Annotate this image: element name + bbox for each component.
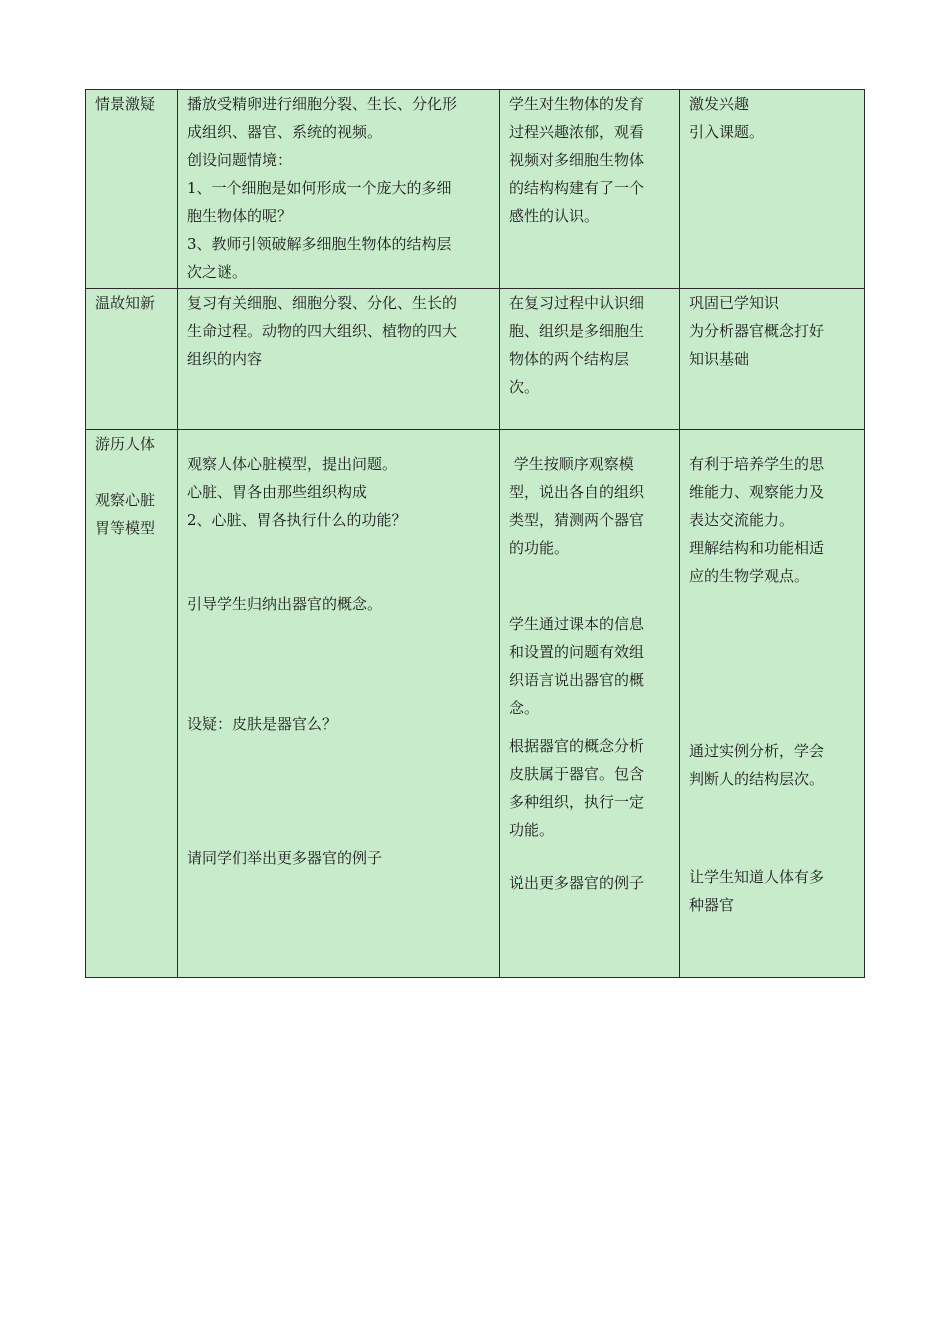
- student-activity-cell: [500, 430, 680, 978]
- student-activity-cell: 在复习过程中认识细 胞、组织是多细胞生 物体的两个结构层 次。: [500, 289, 680, 430]
- student-block-examples: 说出更多器官的例子: [509, 874, 645, 892]
- teacher-block-examples: 请同学们举出更多器官的例子: [187, 849, 383, 867]
- student-activity-cell: 学生对生物体的发育 过程兴趣浓郁，观看 视频对多细胞生物体 的结构构建有了一个 感性的认识。: [500, 90, 680, 289]
- stage-cell: 温故知新: [86, 289, 178, 430]
- teacher-block-skin: 设疑：皮肤是器官么？: [187, 715, 338, 733]
- student-block-skin: 根据器官的概念分析 皮肤属于器官。包含 多种组织，执行一定 功能。: [509, 737, 645, 839]
- student-block-observe: 学生按顺序观察模 型，说出各自的组织 类型，猜测两个器官 的功能。: [509, 455, 645, 557]
- teacher-activity-cell: 复习有关细胞、细胞分裂、分化、生长的 生命过程。动物的四大组织、植物的四大 组织的内容: [178, 289, 500, 430]
- teacher-activity-cell: 播放受精卵进行细胞分裂、生长、分化形 成组织、器官、系统的视频。 创设问题情境： 1、一个细胞是如何形成一个庞大的多细 胞生物体的呢？ 3、教师引领破解多细胞生物体的结构层 次之谜。: [178, 90, 500, 289]
- intent-block-examples: 让学生知道人体有多 种器官: [689, 868, 825, 914]
- stage-cell: 情景激疑: [86, 90, 178, 289]
- table-row: [86, 90, 865, 289]
- intent-block-skin: 通过实例分析，学会 判断人的结构层次。: [689, 742, 825, 788]
- intent-block-abilities: 有利于培养学生的思 维能力、观察能力及 表达交流能力。 理解结构和功能相适 应的生物学观点。: [689, 455, 825, 585]
- design-intent-cell: [680, 430, 865, 978]
- table-row: [86, 289, 865, 430]
- teacher-block-observe: 观察人体心脏模型，提出问题。 心脏、胃各由那些组织构成 2、心脏、胃各执行什么的功能？: [187, 455, 407, 529]
- table-row: [86, 430, 865, 978]
- student-block-concept: 学生通过课本的信息 和设置的问题有效组 织语言说出器官的概 念。: [509, 615, 645, 717]
- design-intent-cell: 激发兴趣 引入课题。: [680, 90, 865, 289]
- teacher-block-concept: 引导学生归纳出器官的概念。: [187, 595, 383, 613]
- lesson-plan-table: [85, 89, 865, 978]
- design-intent-cell: 巩固已学知识 为分析器官概念打好 知识基础: [680, 289, 865, 430]
- stage-cell: 游历人体 观察心脏 胃等模型: [86, 430, 178, 978]
- teacher-activity-cell: [178, 430, 500, 978]
